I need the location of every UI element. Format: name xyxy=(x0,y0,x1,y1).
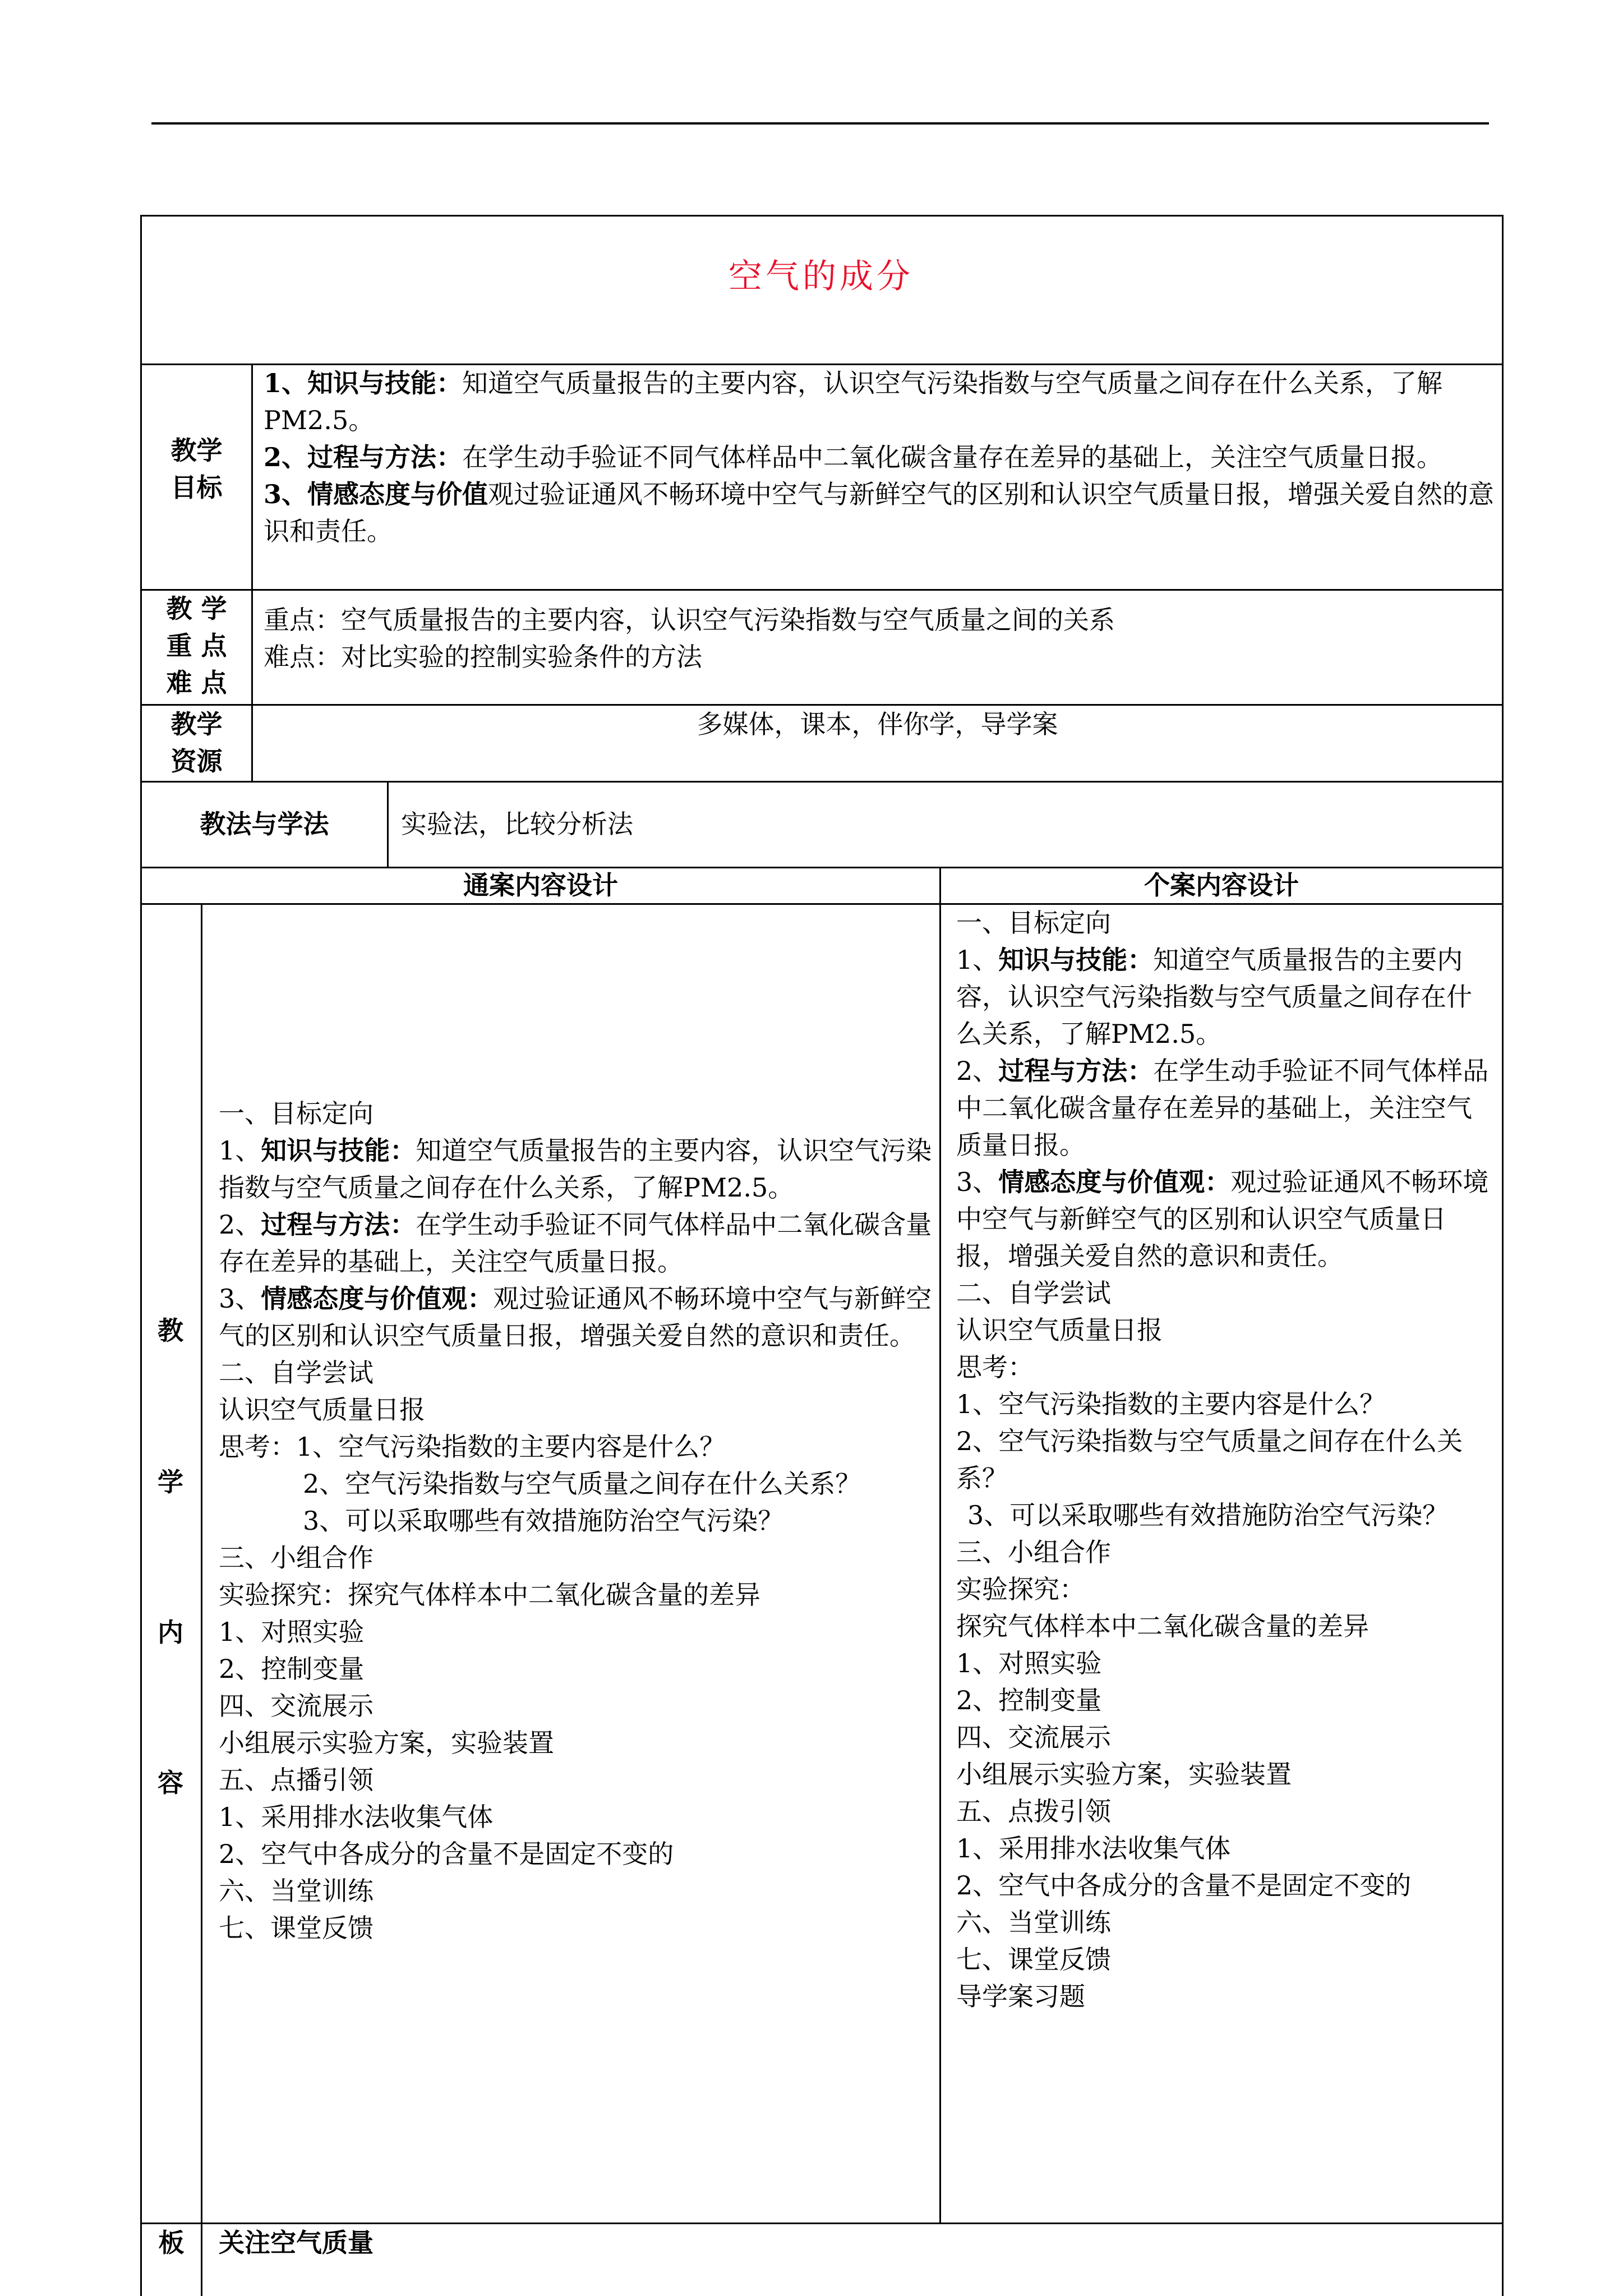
row-divider xyxy=(140,781,1504,783)
methods-content: 实验法，比较分析法 xyxy=(401,809,633,839)
methods-label: 教法与学法 xyxy=(200,809,329,839)
difficulty-line: 难点：对比实验的控制实验条件的方法 xyxy=(264,642,702,672)
resources-label-line: 资源 xyxy=(170,746,223,776)
content-label-char: 教 xyxy=(158,1315,183,1346)
table-border-top xyxy=(140,215,1504,217)
content-label-char: 学 xyxy=(158,1467,183,1497)
key-points-label-line: 重 点 xyxy=(166,631,227,661)
key-points-content xyxy=(264,601,1495,675)
content-label-char: 内 xyxy=(158,1617,183,1648)
board-content: 关注空气质量 xyxy=(219,2228,374,2258)
individual-content: 一、目标定向 1、知识与技能：知道空气质量报告的主要内容，认识空气污染指数与空气质量之间存在什么关系，了解PM2.5。 2、过程与方法：在学生动手验证不同气体样品中二氧化碳含量存在差异的基础上，关注空气质量日报。 3、情感态度与价值观：观过验证通风不畅环境中空气与新鲜空气的区别和认识空气质量日报，增强关爱自然的意识和责任。 二、自学尝试 认识空气质量日报 思考： 1、空气污染指数的主要内容是什么？ 2、空气污染指数与空气质量之间存在什么关系？ 3、可以采取哪些有效措施防治空气污染？ 三、小组合作 实验探究： 探究气体样本中二氧化碳含量的差异 1、对照实验 2、控制变量 四、交流展示 小组展示实验方案，实验装置 五、点拨引领 1、采用排水法收集气体 2、空气中各成分的含量不是固定不变的 六、当堂训练 七、课堂反馈 导学案习题 xyxy=(956,908,1489,2012)
content-label-char: 容 xyxy=(158,1768,183,1798)
document-title: 空气的成分 xyxy=(728,257,914,296)
objective-item: 2、过程与方法：在学生动手验证不同气体样品中二氧化碳含量存在差异的基础上，关注空气质量日报。 xyxy=(264,442,1443,472)
column-divider xyxy=(939,867,941,2223)
key-point-line: 重点：空气质量报告的主要内容，认识空气污染指数与空气质量之间的关系 xyxy=(264,605,1115,635)
key-points-label xyxy=(142,590,251,701)
objective-item: 3、情感态度与价值观过验证通风不畅环境中空气与新鲜空气的区别和认识空气质量日报，增强关爱自然的意识和责任。 xyxy=(264,479,1495,546)
page-header-rule xyxy=(151,122,1489,125)
objectives-label-line: 目标 xyxy=(170,472,223,503)
objective-item: 1、知识与技能：知道空气质量报告的主要内容，认识空气污染指数与空气质量之间存在什么关系，了解PM2.5。 xyxy=(264,368,1443,435)
key-points-label-line: 难 点 xyxy=(166,668,227,698)
common-content: 一、目标定向 1、知识与技能：知道空气质量报告的主要内容，认识空气污染指数与空气质量之间存在什么关系，了解PM2.5。 2、过程与方法：在学生动手验证不同气体样品中二氧化碳含量存在差异的基础上，关注空气质量日报。 3、情感态度与价值观：观过验证通风不畅环境中空气与新鲜空气的区别和认识空气质量日报，增强关爱自然的意识和责任。 二、自学尝试 认识空气质量日报 思考：1、空气污染指数的主要内容是什么？ 2、空气污染指数与空气质量之间存在什么关系？ 3、可以采取哪些有效措施防治空气污染？ 三、小组合作 实验探究：探究气体样本中二氧化碳含量的差异 1、对照实验 2、控制变量 四、交流展示 小组展示实验方案，实验装置 五、点播引领 1、采用排水法收集气体 2、空气中各成分的含量不是固定不变的 六、当堂训练 七、课堂反馈 xyxy=(219,1098,932,1943)
resources-content: 多媒体，课本，伴你学，导学案 xyxy=(697,709,1058,739)
objectives-content xyxy=(264,365,1495,550)
common-design-header: 通案内容设计 xyxy=(463,870,618,900)
individual-design-header: 个案内容设计 xyxy=(1144,870,1299,900)
table-border-right xyxy=(1502,215,1504,2296)
key-points-label-line: 教 学 xyxy=(166,593,227,624)
table-border-left xyxy=(140,215,142,2296)
resources-label-line: 教学 xyxy=(170,709,223,739)
column-divider xyxy=(201,903,202,2296)
objectives-label xyxy=(142,432,251,506)
column-divider xyxy=(387,781,389,867)
row-divider xyxy=(140,589,1504,591)
board-label: 板 xyxy=(158,2228,185,2258)
resources-label xyxy=(142,706,251,780)
objectives-label-line: 教学 xyxy=(170,435,223,466)
